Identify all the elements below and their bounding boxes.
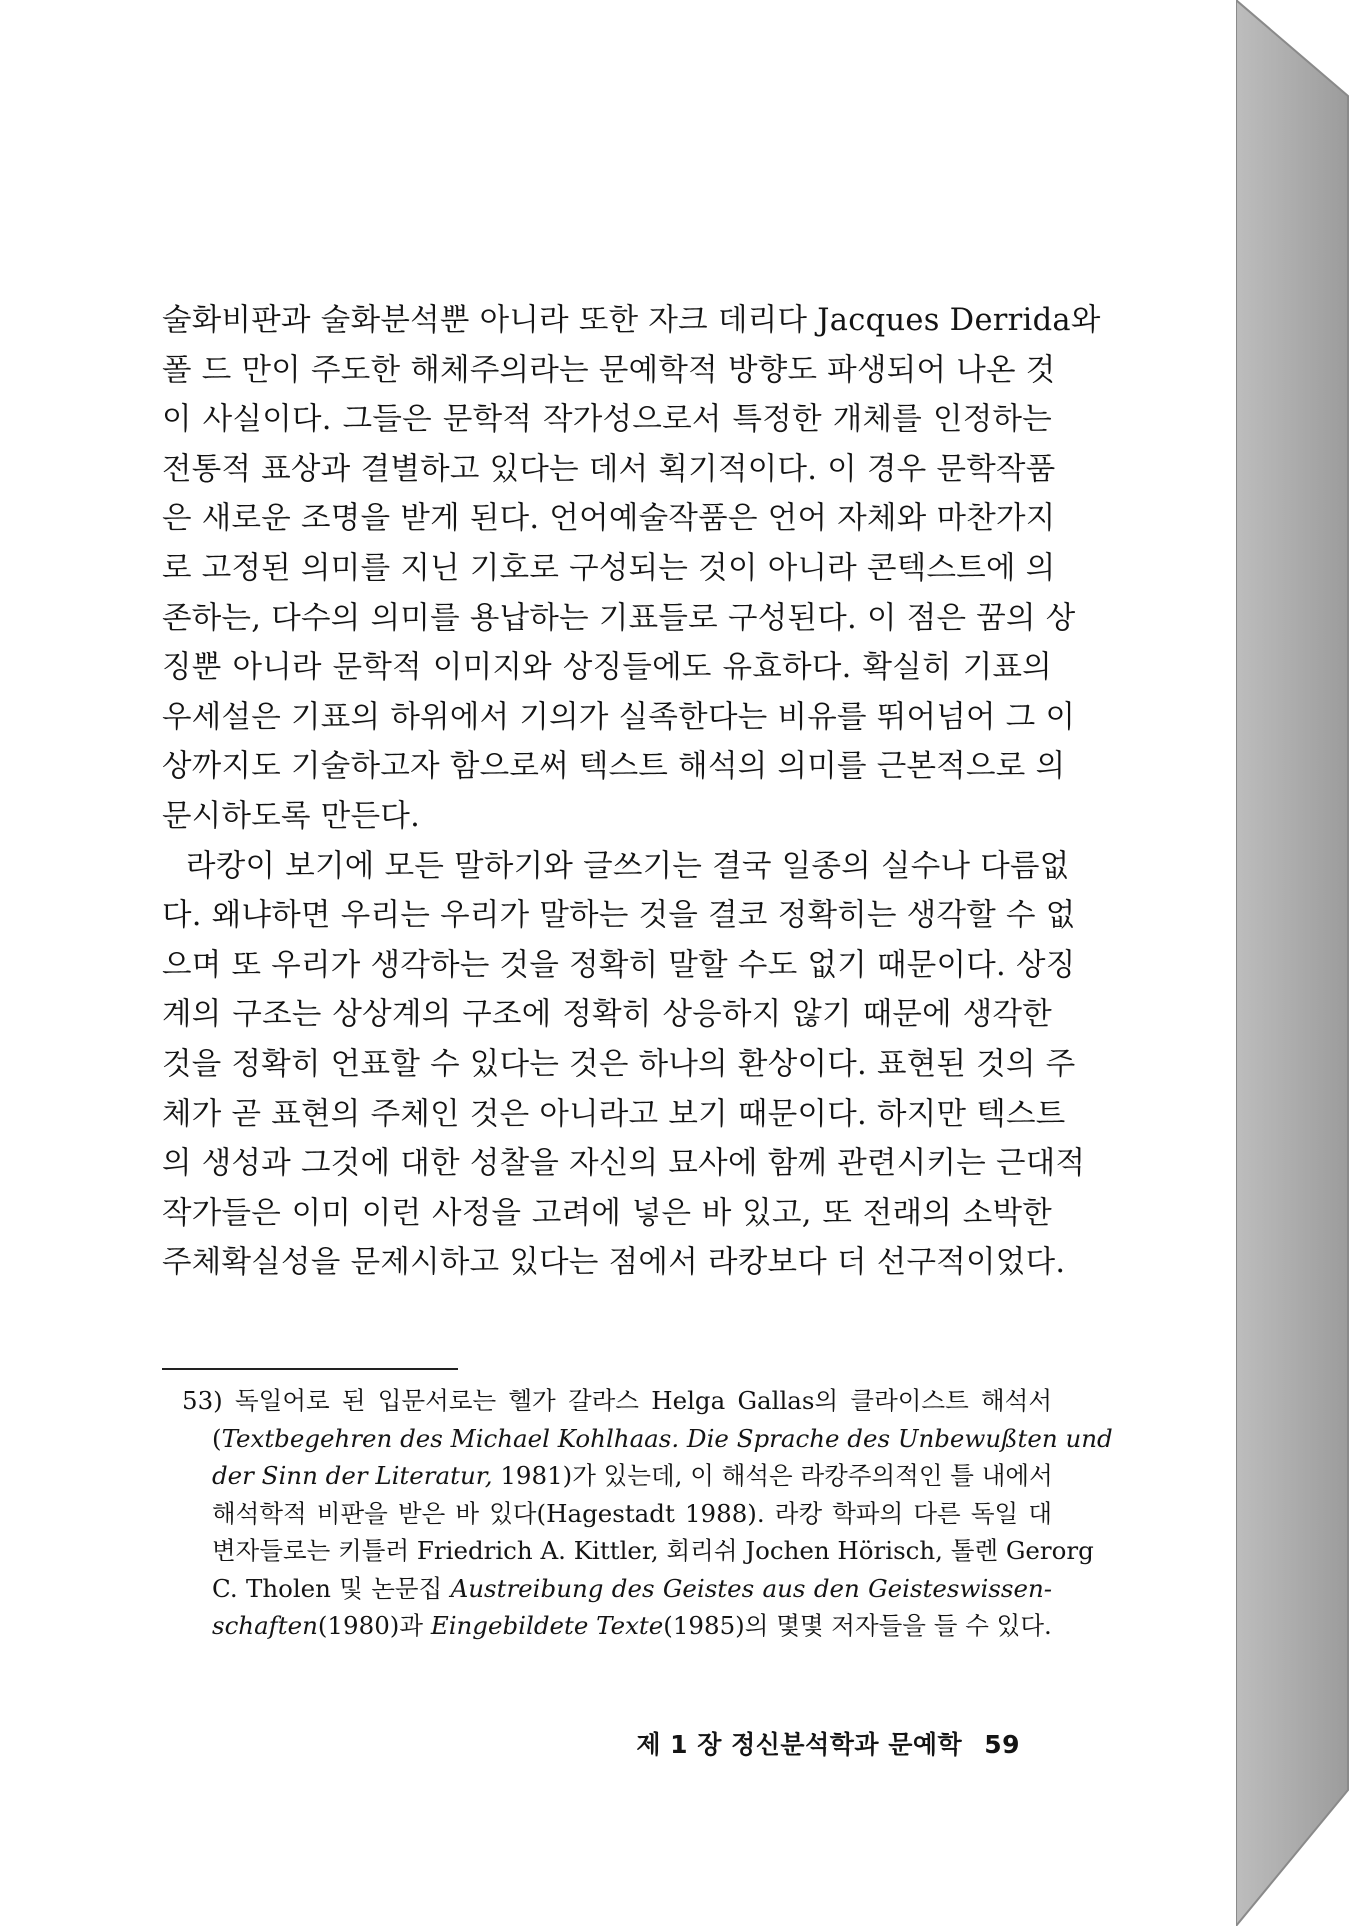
footnote-line: 해석학적 비판을 받은 바 있다(Hagestadt 1988). 라캉 학파의 다른 독일 대	[212, 1498, 1052, 1528]
text-line: 이 사실이다. 그들은 문학적 작가성으로서 특정한 개체를 인정하는	[162, 402, 1052, 438]
footnote-text: C. Tholen 및 논문집	[212, 1573, 451, 1603]
footnote-text: 1981)가 있는데, 이 해석은 라캉주의적인 틀 내에서	[492, 1461, 1053, 1490]
text-line: 주체확실성을 문제시하고 있다는 점에서 라캉보다 더 선구적이었다.	[162, 1245, 1066, 1281]
text-line: 우세설은 기표의 하위에서 기의가 실족한다는 비유를 뛰어넘어 그 이	[162, 699, 1076, 735]
footnote-line: 53) 독일어로 된 입문서로는 헬가 갈라스 Helga Gallas의 클라이스트 해석서	[182, 1386, 1052, 1415]
text-line: 상까지도 기술하고자 함으로써 텍스트 해석의 의미를 근본적으로 의	[162, 749, 1066, 785]
footnote-divider	[162, 1368, 458, 1370]
running-footer	[636, 1725, 1020, 1761]
footnote-line	[182, 1607, 1052, 1645]
main-text	[162, 296, 1101, 1288]
paragraph-2	[162, 842, 1086, 1288]
text-line: 계의 구조는 상상계의 구조에 정확히 상응하지 않기 때문에 생각한	[162, 997, 1052, 1033]
footnote-title: Eingebildete Texte	[430, 1611, 664, 1640]
page-number: 59	[984, 1730, 1020, 1759]
text-line: 으며 또 우리가 생각하는 것을 정확히 말할 수도 없기 때문이다. 상징	[162, 947, 1076, 983]
footnote-paren: (	[212, 1423, 222, 1453]
text-line: 폴 드 만이 주도한 해체주의라는 문예학적 방향도 파생되어 나온 것	[162, 352, 1056, 388]
footnote-line	[182, 1420, 1113, 1458]
footnote-title: Austreibung des Geistes aus den Geisteswissen-	[450, 1573, 1052, 1603]
chapter-title: 제 1 장 정신분석학과 문예학	[636, 1730, 963, 1759]
footnote-53	[182, 1382, 1113, 1645]
text-line: 징뿐 아니라 문학적 이미지와 상징들에도 유효하다. 확실히 기표의	[162, 650, 1052, 686]
footnote-line	[182, 1570, 1052, 1608]
text-line: 전통적 표상과 결별하고 있다는 데서 획기적이다. 이 경우 문학작품	[162, 451, 1056, 487]
text-line: 문시하도록 만든다.	[162, 798, 421, 834]
footnote-text: (1980)과	[317, 1611, 431, 1640]
text-line: 술화비판과 술화분석뿐 아니라 또한 자크 데리다 Jacques Derrida와	[162, 303, 1101, 338]
text-line: 다. 왜냐하면 우리는 우리가 말하는 것을 결코 정확히는 생각할 수 없	[162, 898, 1076, 934]
paragraph-1	[162, 296, 1101, 842]
text-line: 라캉이 보기에 모든 말하기와 글쓰기는 결국 일종의 실수나 다름없	[186, 848, 1070, 884]
footnote-title: der Sinn der Literatur,	[212, 1461, 493, 1490]
text-line: 존하는, 다수의 의미를 용납하는 기표들로 구성된다. 이 점은 꿈의 상	[162, 600, 1076, 636]
footnote-title: schaften	[212, 1611, 318, 1640]
text-line: 로 고정된 의미를 지닌 기호로 구성되는 것이 아니라 콘텍스트에 의	[162, 550, 1056, 586]
text-line: 작가들은 이미 이런 사정을 고려에 넣은 바 있고, 또 전래의 소박한	[162, 1195, 1052, 1231]
footnote-line: 변자들로는 키틀러 Friedrich A. Kittler, 회리쉬 Jochen Hörisch, 톨렌 Gerorg	[212, 1536, 1094, 1565]
text-line: 것을 정확히 언표할 수 있다는 것은 하나의 환상이다. 표현된 것의 주	[162, 1046, 1076, 1082]
text-line: 의 생성과 그것에 대한 성찰을 자신의 묘사에 함께 관련시키는 근대적	[162, 1146, 1086, 1182]
text-line: 은 새로운 조명을 받게 된다. 언어예술작품은 언어 자체와 마찬가지	[162, 501, 1056, 537]
text-line: 체가 곧 표현의 주체인 것은 아니라고 보기 때문이다. 하지만 텍스트	[162, 1096, 1066, 1132]
footnote-line	[182, 1457, 1052, 1495]
footnote-title: Textbegehren des Michael Kohlhaas. Die Sprache des Unbewußten und	[221, 1423, 1113, 1453]
book-side-edge	[1236, 0, 1365, 1926]
footnote-text: (1985)의 몇몇 저자들을 들 수 있다.	[663, 1611, 1052, 1640]
